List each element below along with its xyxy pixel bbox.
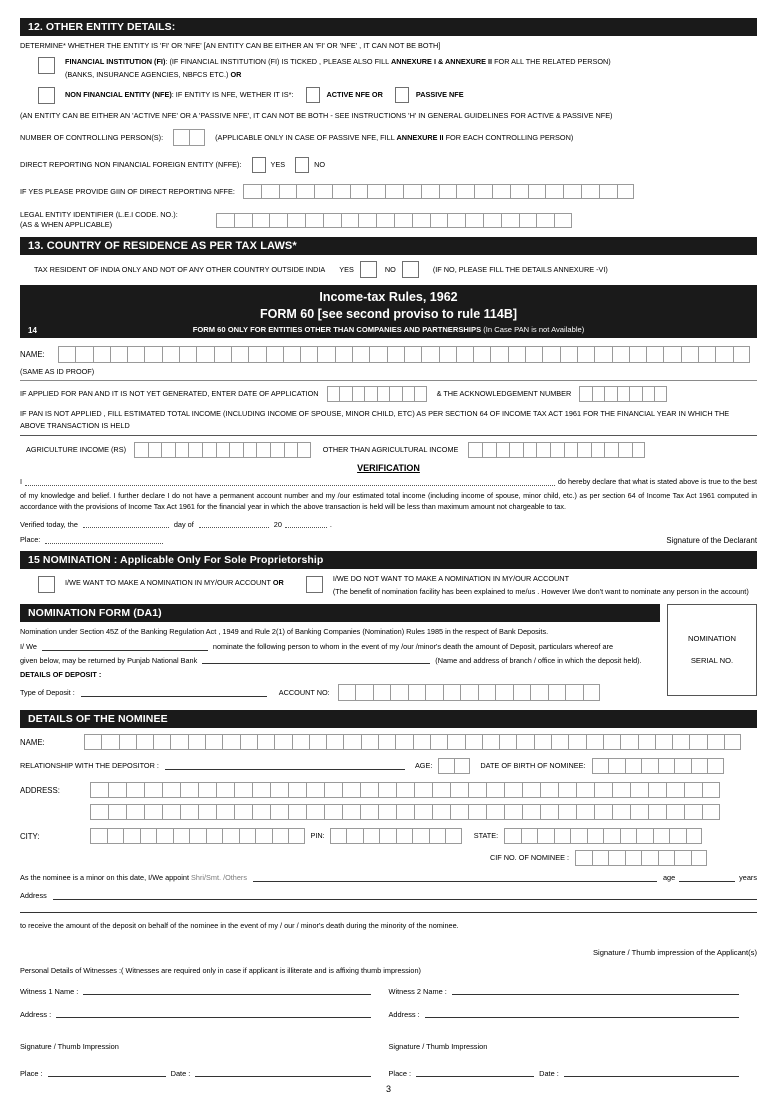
form60-line2: FORM 60 [see second proviso to rule 114B] — [259, 306, 518, 321]
witness-2-address-label: Address : — [388, 1009, 420, 1019]
witness-2-address — [389, 1010, 758, 1019]
financial-institution-row — [20, 56, 757, 80]
nominee-age-input[interactable] — [438, 758, 470, 774]
witness-1-signature — [20, 1036, 389, 1054]
receive-amount-text: to receive the amount of the deposit on behalf of the nominee in the event of my / our / minor's death during the minority of the nominee. — [20, 920, 459, 930]
verified-day-label: day of — [173, 519, 194, 529]
type-of-deposit-line[interactable] — [81, 689, 267, 697]
pan-application-date-input[interactable] — [327, 386, 427, 402]
nominee-cif-input[interactable] — [575, 850, 707, 866]
verified-today-label: Verified today, the — [20, 519, 78, 529]
verified-month-line[interactable] — [199, 520, 269, 528]
minor-age-word: age — [662, 873, 676, 883]
applicant-signature-label: Signature / Thumb impression of the Applicant(s) — [592, 947, 757, 957]
tax-resident-label: TAX RESIDENT OF INDIA ONLY AND NOT OF ANY OTHER COUNTRY OUTSIDE INDIA — [34, 264, 326, 274]
nffe-label: DIRECT REPORTING NON FINANCIAL FOREIGN ENTITY (NFFE): — [20, 160, 242, 170]
minor-appoint-label: As the nominee is a minor on this date, I/We appoint Shri/Smt. /Others — [20, 873, 248, 883]
fi-desc: : (IF FINANCIAL INSTITUTION (FI) IS TICKED , PLEASE ALSO FILL — [165, 56, 391, 66]
agriculture-income-label: AGRICULTURE INCOME (RS) — [26, 445, 126, 455]
minor-address-line[interactable] — [53, 892, 757, 900]
details-of-deposit-label: DETAILS OF DEPOSIT : — [20, 670, 102, 680]
tax-resident-note: (IF NO, PLEASE FILL THE DETAILS ANNEXURE -VI) — [432, 264, 608, 274]
nominee-dob-input[interactable] — [592, 758, 724, 774]
nomination-serial-line1: NOMINATION — [688, 634, 736, 644]
declarant-signature-label: Signature of the Declarant — [666, 535, 757, 545]
witness-name-row — [20, 987, 757, 996]
lei-label-line2: (AS & WHEN APPLICABLE) — [20, 220, 113, 230]
fi-label: FINANCIAL INSTITUTION (FI) — [65, 56, 166, 66]
passive-nfe-checkbox[interactable] — [395, 87, 409, 103]
account-no-label: ACCOUNT NO: — [278, 687, 330, 697]
page-number: 3 — [385, 1083, 391, 1094]
no-nomination-checkbox[interactable] — [306, 576, 323, 593]
witness-2-place-label: Place : — [388, 1068, 412, 1078]
witness-1-date-line[interactable] — [195, 1069, 370, 1077]
section-12-header: 12. OTHER ENTITY DETAILS: — [20, 18, 757, 36]
nominee-pin-input[interactable] — [330, 828, 462, 844]
branch-name-line[interactable] — [202, 656, 430, 664]
want-nomination-label: I/WE WANT TO MAKE A NOMINATION IN MY/OUR ACCOUNT OR — [65, 578, 284, 588]
giin-label: IF YES PLEASE PROVIDE GIIN OF DIRECT REPORTING NFFE: — [20, 186, 235, 196]
nffe-no-checkbox[interactable] — [295, 157, 309, 173]
nominee-address-row-1 — [20, 782, 757, 798]
passive-nfe-label: PASSIVE NFE — [415, 90, 464, 100]
witness-address-row — [20, 1010, 757, 1019]
estimated-income-line1: IF PAN IS NOT APPLIED , FILL ESTIMATED TOTAL INCOME (INCLUDING INCOME OF SPOUSE, MINOR CHILD, ETC) AS PER SECTION 64 OF INCOME TAX ACT 1961 FOR THE FINANCIAL YEAR IN WHICH THE — [20, 408, 730, 418]
verified-year-label: 20 — [273, 519, 282, 529]
minor-years-word: years — [739, 873, 757, 883]
non-financial-entity-checkbox[interactable] — [38, 87, 55, 104]
form60-line3: FORM 60 ONLY FOR ENTITIES OTHER THAN COMPANIES AND PARTNERSHIPS (In Case PAN is not Available) — [192, 324, 585, 334]
lei-input[interactable] — [216, 213, 572, 228]
fi-or: OR — [230, 69, 242, 79]
nominee-details-header: DETAILS OF THE NOMINEE — [20, 710, 757, 728]
estimated-income-line2: ABOVE TRANSACTION IS HELD — [20, 420, 130, 430]
controlling-persons-row — [20, 129, 757, 146]
nomination-form-header: NOMINATION FORM (DA1) — [20, 604, 660, 622]
age-label: AGE: — [414, 761, 433, 771]
witness-1-address-line[interactable] — [56, 1010, 370, 1018]
witness-2-place-line[interactable] — [416, 1069, 534, 1077]
witness-1-name-label: Witness 1 Name : — [20, 986, 79, 996]
nomination-form-block — [20, 604, 757, 701]
place-line[interactable] — [45, 536, 163, 544]
nffe-no-label: NO — [314, 160, 326, 170]
nfe-note: (AN ENTITY CAN BE EITHER AN 'ACTIVE NFE' OR A 'PASSIVE NFE', IT CAN NOT BE BOTH - SEE INSTRUCTIONS 'H' IN GENERAL GUIDELINES FOR ACTIVE & PASSIVE NFE) — [20, 110, 613, 120]
giin-row — [20, 184, 757, 199]
place-signature-row — [20, 535, 757, 545]
fi-annexure: ANNEXURE I & ANNEXURE II — [390, 56, 493, 66]
form60-number: 14 — [28, 325, 37, 335]
other-income-label: OTHER THAN AGRICULTURAL INCOME — [322, 445, 459, 455]
active-nfe-checkbox[interactable] — [306, 87, 320, 103]
tax-no-label: NO — [384, 264, 396, 274]
guardian-age-line[interactable] — [679, 874, 735, 882]
witness-2-date-label: Date : — [539, 1068, 559, 1078]
witness-1-address-label: Address : — [20, 1009, 52, 1019]
controlling-persons-label: NUMBER OF CONTROLLING PERSON(S): — [20, 132, 164, 142]
determine-entity-text: DETERMINE* WHETHER THE ENTITY IS 'FI' OR 'NFE' [AN ENTITY CAN BE EITHER AN 'FI' OR 'NFE' , IT CAN NOT BE BOTH] — [20, 41, 441, 50]
ack-label: & THE ACKNOWLEDGEMENT NUMBER — [436, 388, 572, 398]
nominee-city-row — [20, 828, 757, 844]
given-below-label: given below, may be returned by Punjab National Bank — [20, 655, 198, 665]
nominee-city-input[interactable] — [90, 828, 305, 844]
state-label: STATE: — [473, 831, 499, 841]
witness-signature-row — [20, 1036, 757, 1054]
nfe-desc: : IF ENTITY IS NFE, WETHER IT IS*: — [171, 90, 294, 100]
nfe-label: NON FINANCIAL ENTITY (NFE) — [65, 90, 172, 100]
type-of-deposit-label: Type of Deposit : — [20, 687, 75, 697]
guardian-name-line[interactable] — [253, 874, 657, 882]
nominee-cif-row — [20, 850, 757, 866]
witness-1-address — [20, 1010, 389, 1019]
account-number-input[interactable] — [338, 684, 601, 701]
fi-line2: (BANKS, INSURANCE AGENCIES, NBFCS ETC.) — [65, 69, 231, 79]
witness-1-signature-label: Signature / Thumb Impression — [20, 1041, 119, 1051]
tax-yes-label: YES — [339, 264, 354, 274]
witness-1-place-date — [20, 1069, 389, 1078]
pan-application-row — [20, 386, 757, 402]
nffe-yes-checkbox[interactable] — [252, 157, 266, 173]
non-financial-entity-row — [20, 87, 757, 104]
witness-1-name — [20, 987, 389, 996]
branch-row — [20, 656, 660, 666]
lei-row — [20, 210, 757, 230]
lei-label-line1: LEGAL ENTITY IDENTIFIER (L.E.I CODE. NO.): — [20, 210, 178, 220]
relationship-line[interactable] — [165, 762, 405, 770]
witness-1-place-label: Place : — [20, 1068, 43, 1078]
financial-institution-checkbox[interactable] — [38, 57, 55, 74]
minor-address-row — [20, 891, 757, 901]
nomination-intro: Nomination under Section 45Z of the Banking Regulation Act , 1949 and Rule 2(1) of Banking Companies (Nomination) Rules 1985 in the respect of Bank Deposits. — [20, 626, 549, 636]
no-nomination-note: (The benefit of nomination facility has been explained to me/us . However I/we don't want to nominate any person in the account) — [332, 587, 749, 597]
verified-year-line[interactable] — [285, 520, 327, 528]
nominee-address-row-2 — [20, 804, 757, 820]
nffe-yes-label: YES — [270, 160, 286, 170]
nominee-name-row — [20, 734, 757, 750]
giin-input[interactable] — [243, 184, 635, 199]
fi-tail: FOR ALL THE RELATED PERSON) — [492, 56, 611, 66]
form60-line1: Income-tax Rules, 1962 — [319, 290, 458, 305]
nominee-relationship-row — [20, 758, 757, 774]
witness-2-name-line[interactable] — [452, 987, 739, 995]
declarant-name-line[interactable] — [25, 478, 555, 486]
verification-title: VERIFICATION — [357, 463, 420, 474]
nominate-text: nominate the following person to whom in the event of my /our /minor's death the amount of Deposit, particulars whereof are — [212, 641, 614, 651]
section-13-header: 13. COUNTRY OF RESIDENCE AS PER TAX LAWS* — [20, 237, 757, 255]
verified-today-row: Verified today, the day of 20 . — [20, 519, 332, 529]
witness-1-place-line[interactable] — [48, 1069, 166, 1077]
witnesses-heading: Personal Details of Witnesses :( Witnesses are required only in case if applicant is illiterate and is affixing thumb impression) — [20, 965, 421, 975]
verified-day-line[interactable] — [83, 520, 169, 528]
income-row — [20, 442, 757, 458]
nominee-state-input[interactable] — [504, 828, 702, 844]
form60-name-input[interactable] — [58, 346, 750, 363]
witness-1-name-line[interactable] — [83, 987, 370, 995]
tax-resident-no-checkbox[interactable] — [402, 261, 419, 278]
nffe-row — [20, 157, 757, 173]
controlling-persons-input[interactable] — [173, 129, 205, 146]
tax-residency-row — [20, 261, 757, 278]
witness-2-signature-label: Signature / Thumb Impression — [388, 1041, 488, 1051]
form60-header — [20, 285, 757, 338]
acknowledgement-number-input[interactable] — [579, 386, 667, 402]
relationship-label: RELATIONSHIP WITH THE DEPOSITOR : — [20, 761, 159, 771]
same-as-id-proof: (SAME AS ID PROOF) — [20, 366, 95, 376]
other-income-input[interactable] — [468, 442, 645, 458]
iwe-label: I/ We — [20, 641, 37, 651]
want-nomination-checkbox[interactable] — [38, 576, 55, 593]
form60-name-label: NAME: — [20, 349, 45, 359]
pan-applied-label: IF APPLIED FOR PAN AND IT IS NOT YET GENERATED, ENTER DATE OF APPLICATION — [20, 388, 319, 398]
nomination-choice-row — [20, 574, 757, 597]
nominee-address-input-2[interactable] — [90, 804, 720, 820]
place-label: Place: — [20, 535, 41, 545]
nominee-address-input-1[interactable] — [90, 782, 720, 798]
witness-2-address-line[interactable] — [425, 1010, 739, 1018]
pin-label: PIN: — [310, 831, 325, 841]
branch-note: (Name and address of branch / office in which the deposit held). — [435, 655, 642, 665]
verification-body: of my knowledge and belief. I further declare I do not have a permanent account number and my /our estimated total income (including income of spouse, minor child, etc.) as per section 64 of Income Tax Act 1961 computed in accordance with the provisions of Income Tax Act 1961 for the financial year in which the above transaction is held will be less than maximum amount not chargeable to tax. — [20, 491, 757, 512]
no-nomination-label: I/WE DO NOT WANT TO MAKE A NOMINATION IN MY/OUR ACCOUNT — [332, 574, 570, 584]
city-label: CITY: — [20, 831, 40, 841]
witness-2-signature — [389, 1036, 758, 1054]
nomination-serial-box[interactable] — [667, 604, 757, 696]
form60-name-row — [20, 346, 757, 363]
minor-address-line-2[interactable] — [20, 912, 757, 913]
verification-decl-tail: do hereby declare that what is stated above is true to the best — [557, 477, 757, 487]
verification-i-label: I — [20, 477, 23, 487]
section-15-header: 15 NOMINATION : Applicable Only For Sole Proprietorship — [20, 551, 757, 569]
controlling-persons-note: (APPLICABLE ONLY IN CASE OF PASSIVE NFE, FILL ANNEXURE II FOR EACH CONTROLLING PERSON) — [215, 132, 574, 142]
witness-2-place-date — [389, 1069, 758, 1078]
witness-2-name — [389, 987, 758, 996]
deposit-type-row — [20, 684, 660, 701]
nominee-name-input[interactable] — [84, 734, 741, 750]
minor-address-label: Address — [20, 891, 47, 901]
tax-resident-yes-checkbox[interactable] — [360, 261, 377, 278]
address-label: ADDRESS: — [20, 785, 60, 795]
nomination-serial-line2: SERIAL NO. — [690, 656, 734, 666]
verification-declaration-row — [20, 477, 757, 487]
minor-guardian-row — [20, 873, 757, 883]
cif-label: CIF NO. OF NOMINEE : — [489, 853, 569, 863]
nominator-name-line[interactable] — [42, 643, 208, 651]
witness-1-date-label: Date : — [170, 1068, 191, 1078]
witness-place-date-row — [20, 1069, 757, 1078]
witness-2-date-line[interactable] — [564, 1069, 739, 1077]
dob-label: DATE OF BIRTH OF NOMINEE: — [480, 761, 586, 771]
agriculture-income-input[interactable] — [134, 442, 311, 458]
witness-2-name-label: Witness 2 Name : — [388, 986, 447, 996]
nominator-row — [20, 642, 660, 652]
active-nfe-label: ACTIVE NFE OR — [326, 90, 383, 100]
nominee-name-label: NAME: — [20, 737, 45, 747]
